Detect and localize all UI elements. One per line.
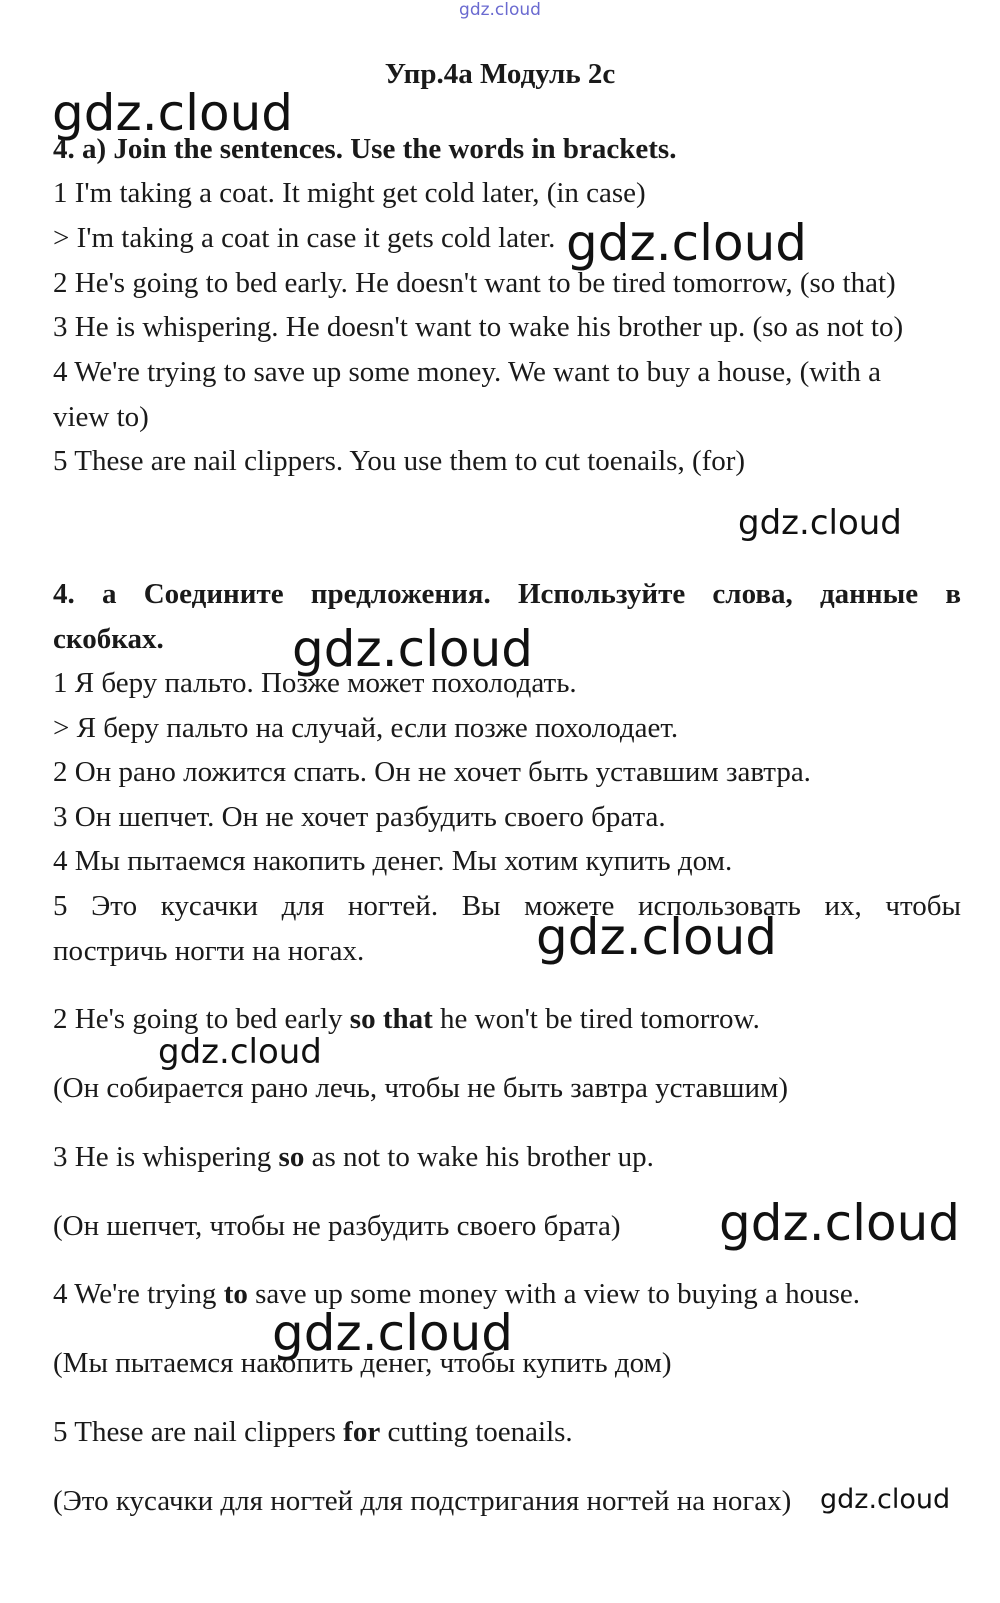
answer-translation: (Мы пытаемся накопить денег, чтобы купить дом): [53, 1347, 672, 1379]
english-line: 3 He is whispering. He doesn't want to wake his brother up. (so as not to): [53, 311, 904, 343]
watermark: gdz.cloud: [272, 1304, 514, 1362]
answer-text: cutting toenails.: [380, 1416, 573, 1448]
english-line: 4 We're trying to save up some money. We want to buy a house, (with a: [53, 356, 881, 388]
answer-keyword: so that: [349, 1003, 433, 1035]
english-line: 5 These are nail clippers. You use them to cut toenails, (for): [53, 445, 746, 477]
russian-line: 5 Это кусачки для ногтей. Вы можете использовать их, чтобы: [53, 890, 961, 922]
english-line: 2 He's going to bed early. He doesn't want to be tired tomorrow, (so that): [53, 267, 896, 299]
russian-line: 4 Мы пытаемся накопить денег. Мы хотим купить дом.: [53, 845, 733, 877]
answer-keyword: for: [343, 1416, 381, 1448]
answer-text: 3 He is whispering: [53, 1141, 279, 1173]
answer-keyword: so: [278, 1141, 305, 1173]
answer-translation: (Он собирается рано лечь, чтобы не быть завтра уставшим): [53, 1072, 788, 1104]
answer-text: 2 He's going to bed early: [53, 1003, 350, 1035]
watermark: gdz.cloud: [52, 84, 294, 142]
answer-line: [53, 1415, 573, 1449]
english-heading: 4. a) Join the sentences. Use the words in brackets.: [53, 133, 677, 165]
russian-line: постричь ногти на ногах.: [53, 935, 365, 967]
answer-line: [53, 1140, 654, 1174]
answer-line: [53, 1277, 860, 1311]
watermark: gdz.cloud: [158, 1032, 322, 1072]
watermark: gdz.cloud: [820, 1484, 951, 1515]
answer-keyword: to: [223, 1278, 248, 1310]
english-line: > I'm taking a coat in case it gets cold later.: [53, 222, 556, 254]
watermark: gdz.cloud: [292, 620, 534, 678]
watermark-top: gdz.cloud: [459, 0, 541, 20]
russian-line: 1 Я беру пальто. Позже может похолодать.: [53, 667, 577, 699]
watermark: gdz.cloud: [566, 214, 808, 272]
answer-text: as not to wake his brother up.: [304, 1141, 654, 1173]
answer-line: [53, 1002, 760, 1036]
russian-line: 2 Он рано ложится спать. Он не хочет быть уставшим завтра.: [53, 756, 811, 788]
english-line: view to): [53, 401, 149, 433]
answer-text: 4 We're trying: [53, 1278, 224, 1310]
english-line: 1 I'm taking a coat. It might get cold later, (in case): [53, 177, 646, 209]
russian-line: > Я беру пальто на случай, если позже похолодает.: [53, 712, 679, 744]
russian-heading: 4. а Соедините предложения. Используйте слова, данные в: [53, 578, 961, 610]
answer-translation: (Он шепчет, чтобы не разбудить своего брата): [53, 1210, 621, 1242]
page-title: Упр.4а Модуль 2с: [384, 58, 616, 90]
watermark: gdz.cloud: [536, 908, 778, 966]
russian-heading-cont: скобках.: [53, 623, 164, 655]
watermark: gdz.cloud: [738, 503, 902, 543]
watermark: gdz.cloud: [719, 1194, 961, 1252]
answer-translation: (Это кусачки для ногтей для подстригания ногтей на ногах): [53, 1485, 792, 1517]
russian-line: 3 Он шепчет. Он не хочет разбудить своего брата.: [53, 801, 666, 833]
answer-text: save up some money with a view to buying a house.: [247, 1278, 860, 1310]
answer-text: he won't be tired tomorrow.: [432, 1003, 760, 1035]
answer-text: 5 These are nail clippers: [53, 1416, 344, 1448]
